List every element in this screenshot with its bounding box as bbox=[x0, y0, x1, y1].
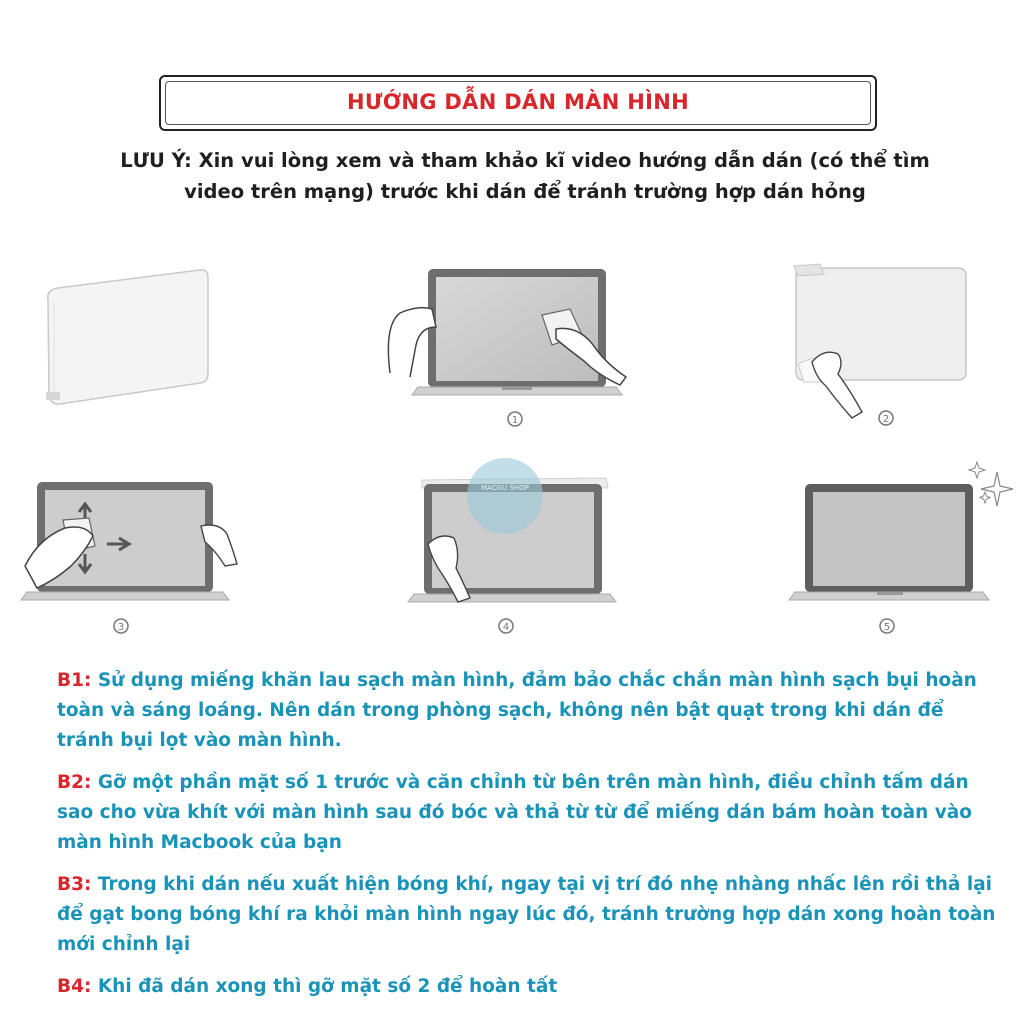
protector-film-illustration bbox=[40, 262, 215, 412]
step-4-illustration bbox=[400, 448, 625, 640]
step-number-4: 4 bbox=[502, 622, 510, 633]
step-b1 bbox=[57, 666, 997, 756]
step-b4 bbox=[57, 972, 997, 1002]
step-b2-label: B2: bbox=[57, 772, 92, 793]
step-b4-text: Khi đã dán xong thì gỡ mặt số 2 để hoàn tất bbox=[91, 976, 558, 997]
step-1-illustration bbox=[370, 265, 660, 430]
step-number-2: 2 bbox=[882, 414, 890, 425]
step-b3-label: B3: bbox=[57, 874, 92, 895]
step-b2 bbox=[57, 768, 997, 858]
watermark-logo bbox=[467, 458, 543, 534]
watermark-text: MACGU SHOP bbox=[481, 484, 529, 492]
instructions bbox=[57, 666, 997, 1014]
step-5-illustration bbox=[785, 458, 1015, 640]
step-2-illustration bbox=[790, 262, 975, 432]
step-b3-text: Trong khi dán nếu xuất hiện bóng khí, ngay tại vị trí đó nhẹ nhàng nhấc lên rồi thả lại để gạt bong bóng khí ra khỏi màn hình ngay lúc đó, tránh trường hợp dán xong hoàn toàn mới chỉnh lại bbox=[57, 874, 996, 955]
page-title: HƯỚNG DẪN DÁN MÀN HÌNH bbox=[347, 90, 689, 114]
note-line-2: video trên mạng) trước khi dán để tránh trường hợp dán hỏng bbox=[184, 180, 866, 203]
note bbox=[110, 145, 940, 207]
step-b4-label: B4: bbox=[57, 976, 92, 997]
step-b2-text: Gỡ một phần mặt số 1 trước và căn chỉnh từ bên trên màn hình, điều chỉnh tấm dán sao cho vừa khít với màn hình sau đó bóc và thả từ từ để miếng dán bám hoàn toàn vào màn hình Macbook của bạn bbox=[57, 772, 973, 853]
step-b1-text: Sử dụng miếng khăn lau sạch màn hình, đảm bảo chắc chắn màn hình sạch bụi hoàn toàn và sáng loáng. Nên dán trong phòng sạch, không nên bật quạt trong khi dán để tránh bụi lọt vào màn hình. bbox=[57, 670, 977, 751]
step-number-1: 1 bbox=[511, 415, 519, 426]
step-b1-label: B1: bbox=[57, 670, 92, 691]
note-line-1: LƯU Ý: Xin vui lòng xem và tham khảo kĩ video hướng dẫn dán (có thể tìm bbox=[120, 149, 930, 172]
step-b3 bbox=[57, 870, 997, 960]
step-number-5: 5 bbox=[883, 622, 891, 633]
title-box bbox=[159, 75, 877, 131]
step-3-illustration bbox=[15, 470, 245, 640]
step-number-3: 3 bbox=[117, 622, 125, 633]
